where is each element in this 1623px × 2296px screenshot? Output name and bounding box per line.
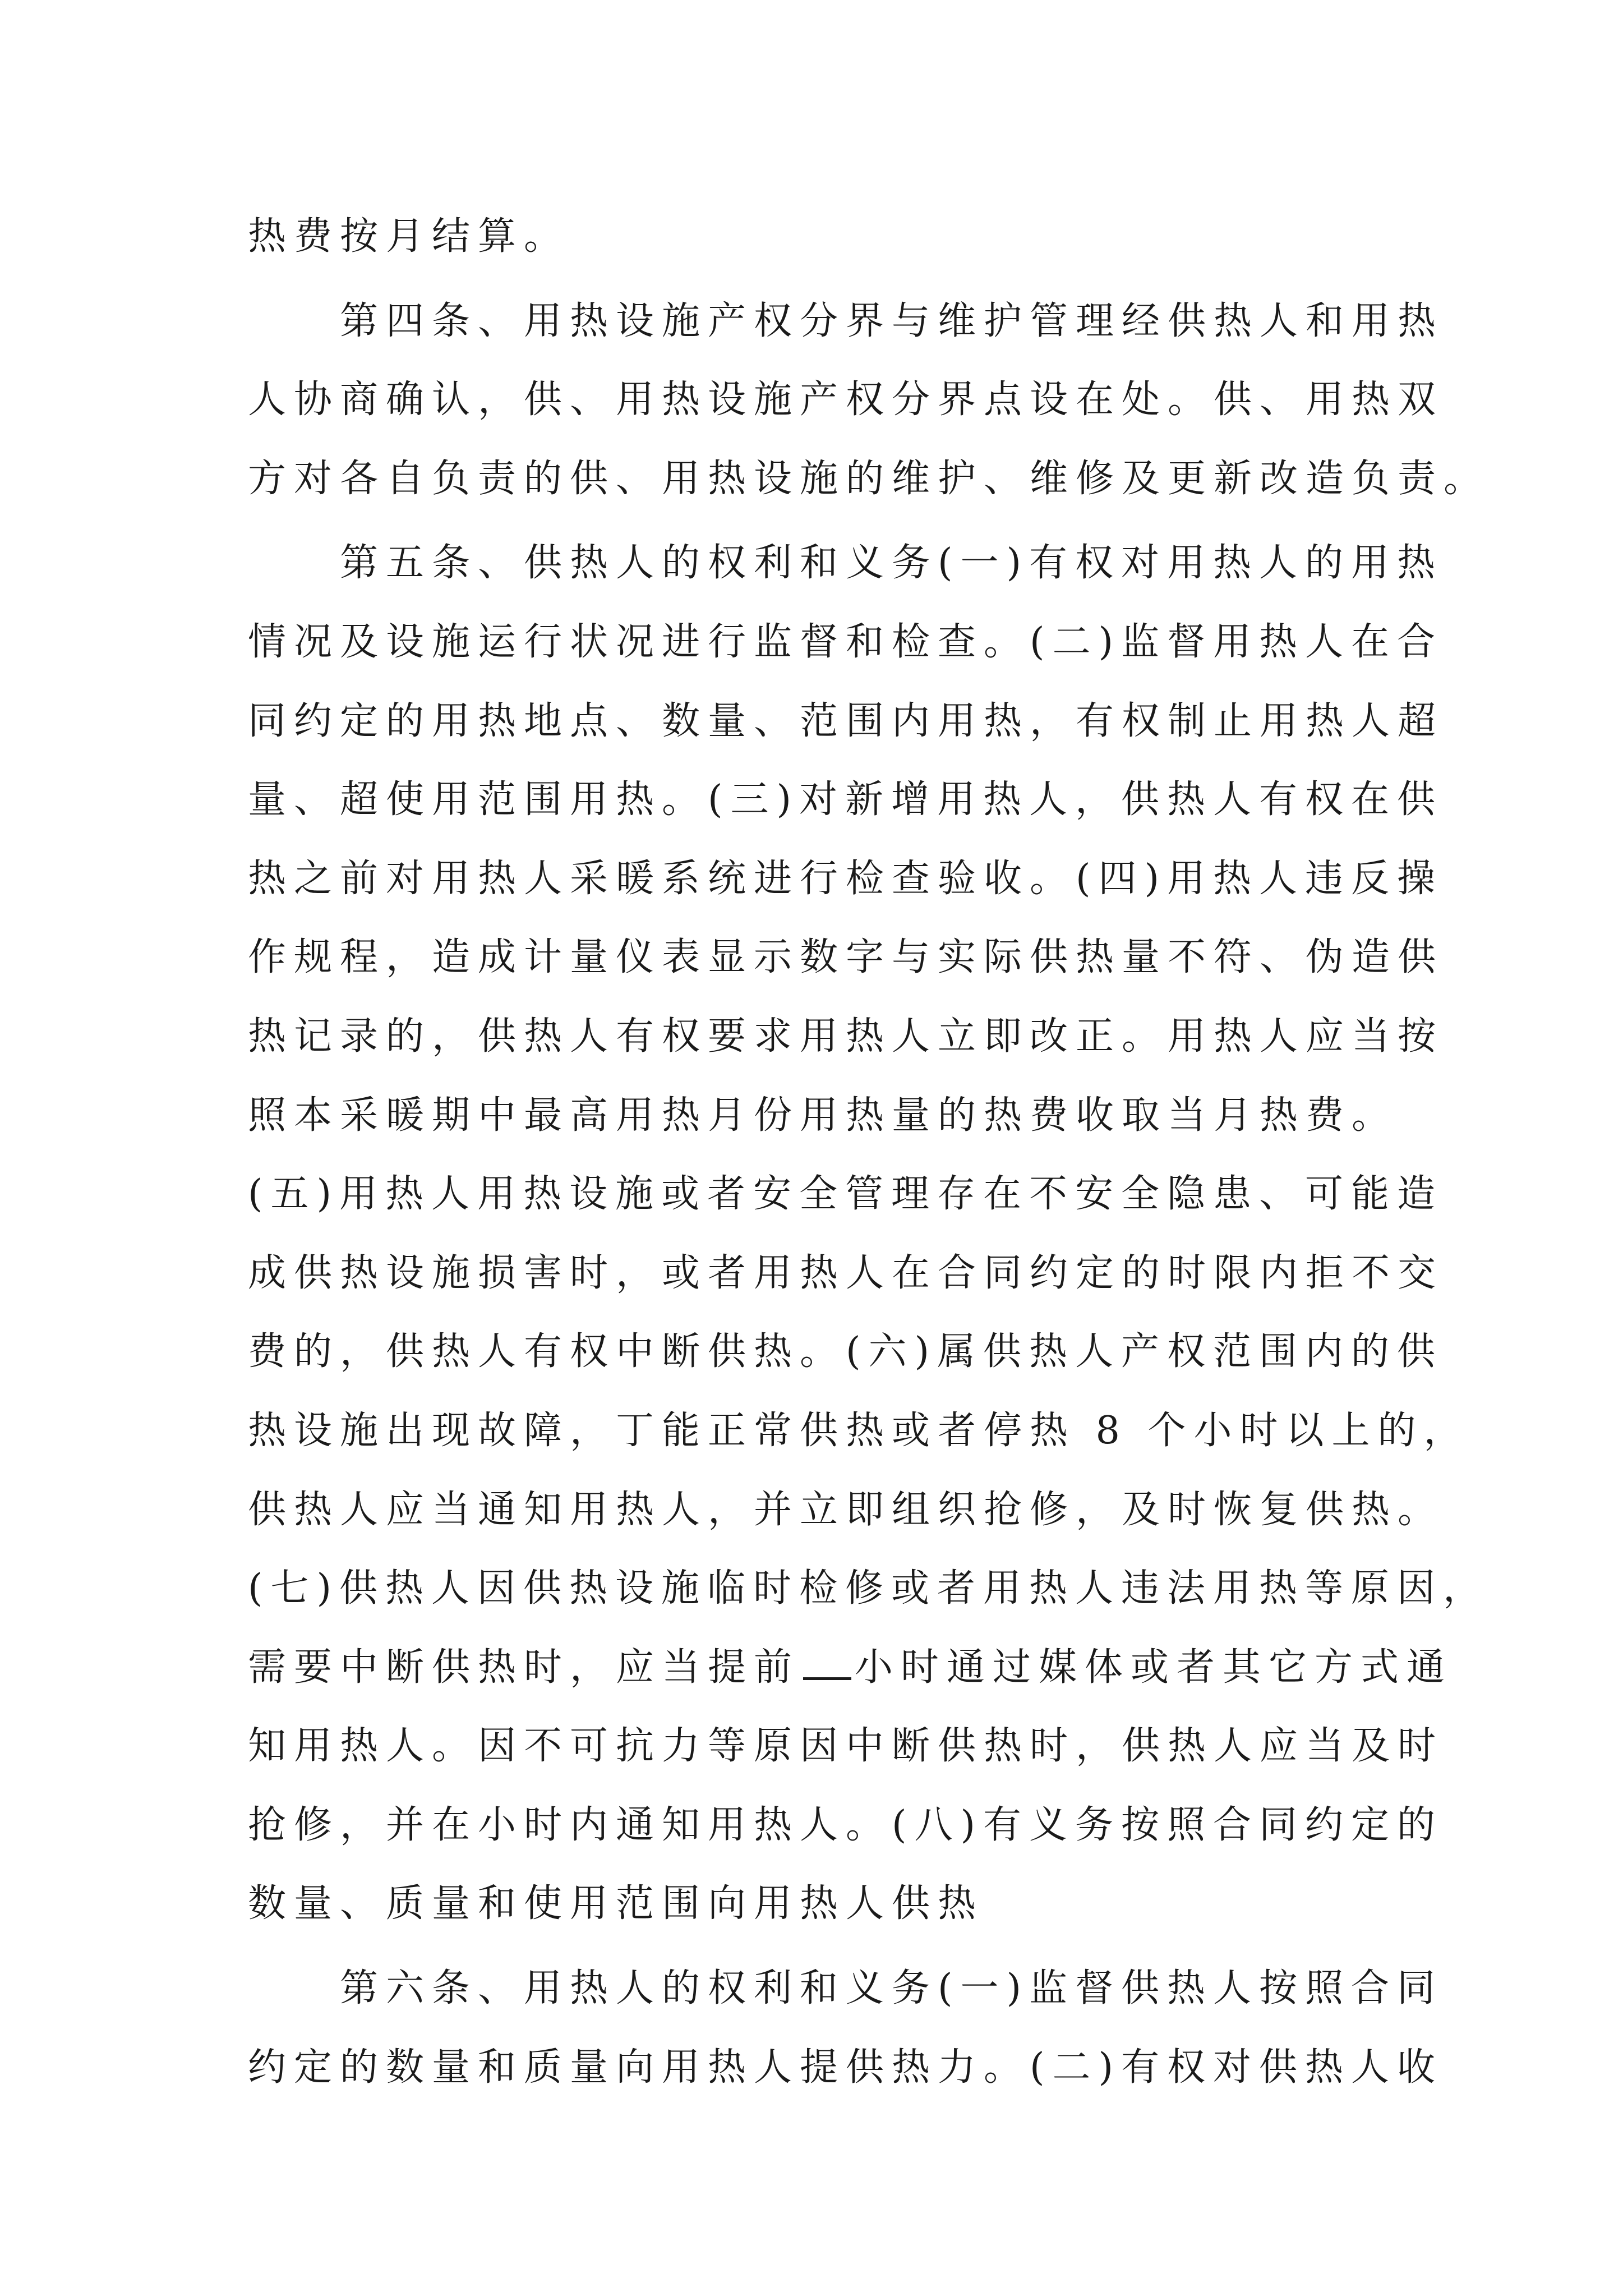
text-line: (五)用热人用热设施或者安全管理存在不安全隐患、可能造 bbox=[248, 1172, 1444, 1217]
text-line: 供热人应当通知用热人，并立即组织抢修，及时恢复供热。 bbox=[248, 1487, 1444, 1532]
text-line: 热设施出现故障，丁能正常供热或者停热 8 个小时以上的， bbox=[248, 1408, 1470, 1453]
text-line: 方对各自负责的供、用热设施的维护、维修及更新改造负责。 bbox=[248, 456, 1490, 501]
text-line: 量、超使用范围用热。(三)对新增用热人，供热人有权在供 bbox=[248, 777, 1444, 822]
text-line: 作规程，造成计量仪表显示数字与实际供热量不符、伪造供 bbox=[248, 935, 1444, 980]
text-segment: 小时通过媒体或者其它方式通 bbox=[855, 1645, 1453, 1690]
text-line: 人协商确认，供、用热设施产权分界点设在处。供、用热双 bbox=[248, 378, 1444, 422]
text-line: 约定的数量和质量向用热人提供热力。(二)有权对供热人收 bbox=[248, 2045, 1444, 2090]
text-line: 数量、质量和使用范围向用热人供热 bbox=[248, 1881, 984, 1926]
article-4-line: 第四条、用热设施产权分界与维护管理经供热人和用热 bbox=[340, 298, 1444, 343]
text-line: 热记录的，供热人有权要求用热人立即改正。用热人应当按 bbox=[248, 1014, 1444, 1059]
text-line: 热费按月结算。 bbox=[248, 214, 570, 259]
text-line: 情况及设施运行状况进行监督和检查。(二)监督用热人在合 bbox=[248, 619, 1444, 664]
text-line: 费的，供热人有权中断供热。(六)属供热人产权范围内的供 bbox=[248, 1329, 1444, 1374]
article-6-line: 第六条、用热人的权利和义务(一)监督供热人按照合同 bbox=[340, 1966, 1444, 2011]
text-line: 热之前对用热人采暖系统进行检查验收。(四)用热人违反操 bbox=[248, 856, 1444, 901]
text-segment: 需要中断供热时，应当提前 bbox=[248, 1645, 800, 1690]
article-5-line: 第五条、供热人的权利和义务(一)有权对用热人的用热 bbox=[340, 541, 1444, 586]
text-line-with-blank bbox=[248, 1628, 1453, 1708]
text-line: 照本采暖期中最高用热月份用热量的热费收取当月热费。 bbox=[248, 1093, 1398, 1138]
text-line: 同约定的用热地点、数量、范围内用热，有权制止用热人超 bbox=[248, 698, 1444, 743]
text-line: 成供热设施损害时，或者用热人在合同约定的时限内拒不交 bbox=[248, 1250, 1444, 1295]
document-body bbox=[248, 197, 1490, 2107]
text-line: 抢修，并在小时内通知用热人。(八)有义务按照合同约定的 bbox=[248, 1802, 1444, 1847]
text-line: 知用热人。因不可抗力等原因中断供热时，供热人应当及时 bbox=[248, 1724, 1444, 1769]
text-line: (七)供热人因供热设施临时检修或者用热人违法用热等原因， bbox=[248, 1566, 1490, 1611]
fill-in-blank bbox=[803, 1646, 851, 1680]
